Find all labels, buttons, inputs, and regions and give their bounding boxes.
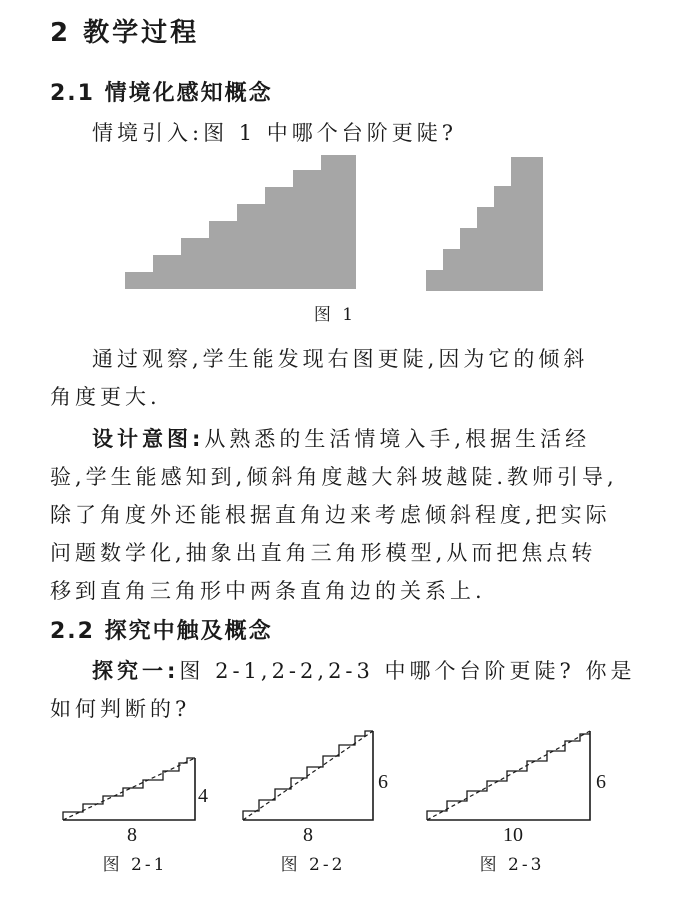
explore-line-2: 如何判断的? (50, 697, 191, 721)
intro-text: 情境引入:图 1 中哪个台阶更陡? (92, 121, 458, 145)
design-line-4: 问题数学化,抽象出直角三角形模型,从而把焦点转 (50, 541, 597, 565)
design-line-1 (92, 420, 652, 458)
design-line-3: 除了角度外还能根据直角边来考虑倾斜程度,把实际 (50, 503, 611, 527)
figure-1-caption: 图 1 (313, 305, 357, 325)
design-text: 从熟悉的生活情境入手,根据生活经 (204, 427, 591, 451)
label-2-1-height: 4 (198, 785, 208, 807)
label-2-3-base: 10 (503, 824, 523, 846)
subsection-title-2-2: 2.2 探究中触及概念 (50, 619, 273, 644)
triangle-2-3 (427, 731, 590, 820)
label-2-2-height: 6 (378, 771, 388, 793)
figure-2-2-caption: 图 2-2 (280, 855, 346, 875)
figure-2-3-caption: 图 2-3 (479, 855, 545, 875)
figure-1-staircases (120, 150, 560, 295)
observe-line-2: 角度更大. (50, 385, 161, 409)
gentle-staircase (125, 155, 356, 289)
design-line-2: 验,学生能感知到,倾斜角度越大斜坡越陡.教师引导, (50, 465, 618, 489)
explore-label: 探究一: (92, 659, 180, 683)
section-title: 2 教学过程 (50, 18, 200, 48)
subsection-title-2-1: 2.1 情境化感知概念 (50, 81, 273, 106)
explore-line-1 (92, 652, 652, 690)
design-label: 设计意图: (92, 427, 205, 451)
design-line-5: 移到直角三角形中两条直角边的关系上. (50, 579, 486, 603)
label-2-1-base: 8 (127, 824, 137, 846)
figure-2-1-caption: 图 2-1 (102, 855, 168, 875)
triangle-2-1 (63, 758, 195, 820)
label-2-3-height: 6 (596, 771, 606, 793)
observe-line-1: 通过观察,学生能发现右图更陡,因为它的倾斜 (92, 347, 589, 371)
triangle-2-2 (243, 731, 373, 820)
steep-staircase (426, 157, 543, 291)
label-2-2-base: 8 (303, 824, 313, 846)
explore-text: 图 2-1,2-2,2-3 中哪个台阶更陡? 你是 (179, 659, 636, 683)
